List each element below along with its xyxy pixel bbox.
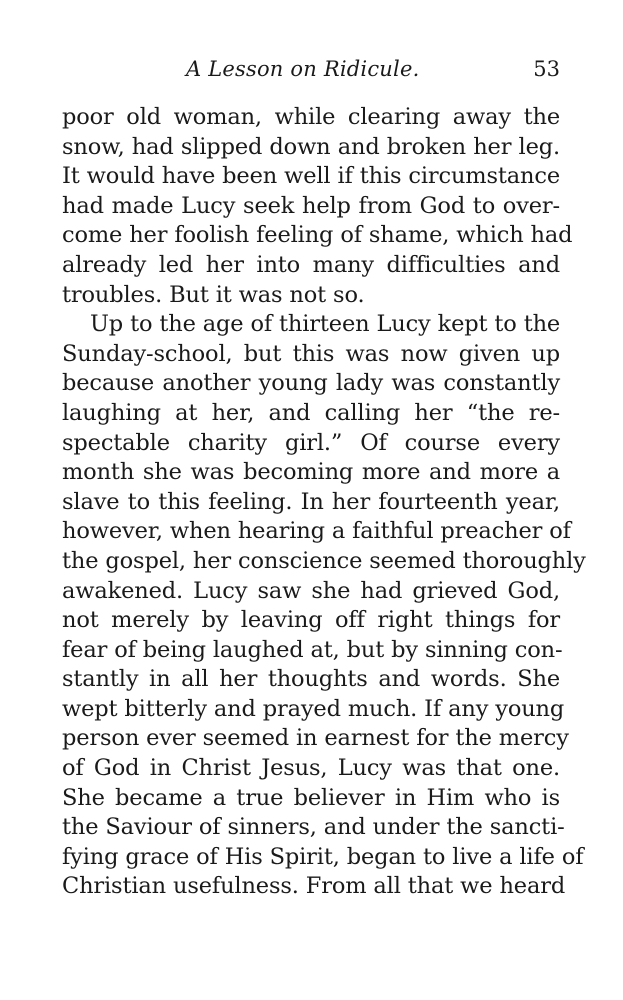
paragraph-1 [62, 103, 573, 310]
text-line: the gospel, her conscience seemed thoroughly [62, 547, 586, 574]
text-line: Christian usefulness. From all that we heard [62, 873, 566, 900]
text-line: stantly in all her thoughts and words. She [62, 666, 560, 693]
text-line: of God in Christ Jesus, Lucy was that one. [62, 755, 560, 782]
page-number: 53 [533, 57, 560, 81]
text-line: spectable charity girl.” Of course every [62, 429, 560, 456]
running-head [62, 57, 560, 87]
text-line: fying grace of His Spirit, began to live a life of [62, 843, 584, 870]
text-line: troubles. But it was not so. [62, 281, 365, 308]
text-line: fear of being laughed at, but by sinning con- [62, 636, 563, 663]
text-line: because another young lady was constantly [62, 370, 560, 397]
running-title: A Lesson on Ridicule. [186, 57, 420, 81]
text-line: It would have been well if this circumstance [62, 163, 560, 190]
text-line: the Saviour of sinners, and under the sancti- [62, 814, 565, 841]
text-line: month she was becoming more and more a [62, 459, 560, 486]
text-line: awakened. Lucy saw she had grieved God, [62, 577, 560, 604]
text-line: already led her into many difficulties and [62, 251, 560, 278]
text-line: laughing at her, and calling her “the re- [62, 399, 560, 426]
text-line: had made Lucy seek help from God to over- [62, 192, 560, 219]
text-line: come her foolish feeling of shame, which had [62, 222, 573, 249]
text-line: slave to this feeling. In her fourteenth year, [62, 488, 560, 515]
text-line: not merely by leaving off right things for [62, 607, 560, 634]
text-line: poor old woman, while clearing away the [62, 104, 560, 130]
body-text [62, 103, 586, 902]
text-line: person ever seemed in earnest for the mercy [62, 725, 569, 752]
text-line: wept bitterly and prayed much. If any young [62, 695, 565, 722]
text-line: Sunday-school, but this was now given up [62, 340, 560, 367]
paragraph-2 [62, 310, 586, 902]
text-line: however, when hearing a faithful preacher of [62, 518, 571, 545]
text-line: snow, had slipped down and broken her leg. [62, 133, 560, 160]
text-line: Up to the age of thirteen Lucy kept to the [90, 311, 561, 338]
text-line: She became a true believer in Him who is [62, 784, 560, 811]
